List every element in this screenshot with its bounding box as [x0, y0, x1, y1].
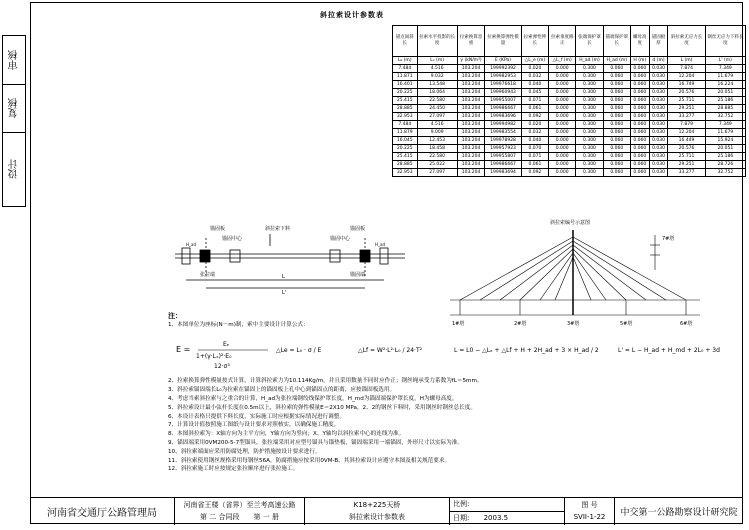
table-cell: 13.548	[417, 81, 457, 89]
table-cell: 0.060	[603, 137, 630, 145]
table-cell: 199976618	[485, 81, 521, 89]
anchor-end-label: 锚固端	[350, 272, 366, 278]
table-cell: 0.061	[521, 105, 548, 113]
anchorage-detail-drawing	[170, 218, 410, 298]
table-cell: 0.060	[603, 89, 630, 97]
table-cell: 0.070	[521, 145, 548, 153]
column-header: E (KPa)	[485, 57, 521, 65]
side-label-review: 审核	[8, 50, 20, 70]
table-cell: 0.060	[630, 113, 649, 121]
table-cell: 199955007	[485, 97, 521, 105]
table-cell: 0.060	[603, 65, 630, 73]
table-cell: 199986667	[485, 105, 521, 113]
table-cell: 0.300	[576, 161, 603, 169]
table-cell: 0.300	[576, 169, 603, 177]
column-header: L₀ (m)	[393, 57, 418, 65]
table-row	[393, 89, 746, 97]
date-label: 日期:	[453, 514, 470, 522]
column-header: 拉索弹性伸长	[521, 26, 548, 57]
note-item: 9、锚固端采用0VM200-5-7型锚具，张拉端采用对应型号锚具与锚垫板，锚固端采用一端锚固，外形尺寸以实际为准。	[168, 439, 463, 446]
table-cell: 0.000	[549, 161, 576, 169]
table-cell: 199978928	[485, 137, 521, 145]
table-cell: 103.204	[457, 121, 485, 129]
table-cell: 0.060	[630, 145, 649, 153]
note-item: 3、斜拉索锚固端长L₀为拉索在锚固上的锚固板上孔中心到锚固点的距离，应按锚固板选用。	[168, 387, 396, 394]
length-l-label: L	[282, 274, 285, 280]
table-cell: 0.030	[649, 121, 668, 129]
column-header: 斜拉索无应力长 度	[668, 26, 705, 57]
table-row	[393, 65, 746, 73]
table-cell: 4.516	[417, 121, 457, 129]
table-cell: 22.580	[417, 153, 457, 161]
side-label-design: 设计	[8, 159, 20, 179]
table-cell: 0.092	[521, 169, 548, 177]
table-cell: 199983554	[485, 129, 521, 137]
table-cell: 7.349	[705, 121, 745, 129]
length-lprime-label: L'	[282, 290, 287, 296]
table-cell: 0.000	[549, 65, 576, 73]
table-cell: 20.576	[668, 89, 705, 97]
table-cell: 0.060	[630, 105, 649, 113]
formula-numerator: Eₑ	[223, 340, 230, 348]
table-cell: 0.060	[630, 121, 649, 129]
note-item: 7、计算设计值按照施工图纸与设计要求对照核实，以确保施工精度。	[168, 422, 340, 429]
table-cell: 0.071	[521, 97, 548, 105]
column-header: 拉索换算容重	[457, 26, 485, 57]
table-cell: 103.204	[457, 81, 485, 89]
parameter-table	[392, 25, 746, 177]
column-header: △L_f (m)	[549, 57, 576, 65]
table-cell: 103.204	[457, 153, 485, 161]
scale-label: 比例:	[453, 500, 470, 508]
table-cell: 0.030	[649, 161, 668, 169]
formula-elastic-elongation: △Le = L₀ · σ / E	[276, 346, 322, 354]
table-cell: 199994982	[485, 121, 521, 129]
note-item: 8、本图斜拉索为：X轴方向为主平方向，Y轴方向为竖向；X、Y轴均以斜拉索中心的连线为准。	[168, 431, 405, 438]
table-cell: 103.204	[457, 129, 485, 137]
table-cell: 0.060	[603, 121, 630, 129]
sheet-label: 图 号	[581, 501, 598, 509]
table-cell: 22.580	[417, 97, 457, 105]
table-cell: 103.204	[457, 169, 485, 177]
formula-block	[168, 330, 728, 374]
table-cell: 33.277	[668, 169, 705, 177]
table-cell: 9.032	[417, 73, 457, 81]
table-cell: 0.000	[549, 153, 576, 161]
table-cell: 199960943	[485, 89, 521, 97]
table-cell: 0.300	[576, 65, 603, 73]
table-cell: 27.097	[417, 169, 457, 177]
table-cell: 199992392	[485, 65, 521, 73]
column-header: H_ad (m)	[603, 57, 630, 65]
table-cell: 16.401	[393, 81, 418, 89]
note-item: 10、斜拉索端面应采用防腐处理，防护措施按设计要求进行。	[168, 448, 321, 455]
table-cell: 0.030	[649, 137, 668, 145]
table-cell: 33.277	[668, 113, 705, 121]
table-cell: 199982953	[485, 73, 521, 81]
table-cell: 0.030	[649, 81, 668, 89]
project-line-2: 第 二 合同段 第 一 册	[200, 513, 279, 521]
table-cell: 0.030	[649, 153, 668, 161]
table-cell: 0.060	[630, 169, 649, 177]
column-header: △L_e (m)	[521, 57, 548, 65]
table-cell: 0.000	[549, 105, 576, 113]
column-header: d (m)	[649, 57, 668, 65]
formula-denominator2: 12·σ³	[214, 362, 230, 370]
table-cell: 20.576	[668, 145, 705, 153]
guard-left-label: H_ad	[186, 242, 196, 247]
table-cell: 0.060	[630, 153, 649, 161]
tower-1-label: 1#塔	[452, 321, 465, 327]
table-cell: 25.186	[705, 97, 745, 105]
tower-5-label: 5#塔	[620, 321, 633, 327]
column-header: γ (kN/m³)	[457, 57, 485, 65]
table-cell: 0.060	[630, 89, 649, 97]
table-cell: 32.752	[705, 113, 745, 121]
anchor-plate-label-right: 锚固板	[350, 226, 366, 232]
table-cell: 7.484	[393, 121, 418, 129]
table-cell: 28.885	[393, 161, 418, 169]
table-cell: 32.752	[705, 169, 745, 177]
table-cell: 0.000	[549, 113, 576, 121]
table-row	[393, 129, 746, 137]
table-cell: 28.726	[705, 161, 745, 169]
table-cell: 0.300	[576, 153, 603, 161]
column-header: L (m)	[668, 57, 705, 65]
note-item: 6、本设计表格只提供下料长度，实际施工时应根据实际情况进行调整。	[168, 413, 345, 420]
notes-heading: 注：	[168, 312, 182, 320]
column-header: L' (m)	[705, 57, 745, 65]
table-cell: 0.060	[630, 161, 649, 169]
table-cell: 0.030	[649, 129, 668, 137]
table-cell: 0.071	[521, 153, 548, 161]
table-cell: 103.204	[457, 113, 485, 121]
tower-6-label: 6#塔	[680, 321, 693, 327]
table-cell: 20.051	[705, 145, 745, 153]
drawing-line-1: K18+225天桥	[353, 501, 401, 509]
formula-denominator: 1+(γ·Lₓ)²·E₀	[196, 352, 232, 360]
tower-3-label: 3#塔	[567, 321, 580, 327]
table-cell: 0.300	[576, 73, 603, 81]
table-cell: 0.030	[649, 113, 668, 121]
table-cell: 0.045	[521, 89, 548, 97]
formula-sag-correction: △Lf = W²·L²·L₀ / 24·T²	[358, 346, 423, 354]
table-cell: 25.415	[393, 97, 418, 105]
header-row	[393, 26, 746, 57]
table-cell: 0.000	[549, 89, 576, 97]
table-cell: 18.458	[417, 145, 457, 153]
table-cell: 0.060	[603, 97, 630, 105]
tower-7-label: 7#塔	[662, 236, 675, 242]
table-cell: 103.204	[457, 97, 485, 105]
table-cell: 199986667	[485, 161, 521, 169]
note-item: 1、本图单位为座标(N－m)制，索中主要设计计算公式：	[168, 321, 309, 328]
anchor-center-label-right: 锚固中心	[330, 236, 351, 242]
table-cell: 0.060	[630, 81, 649, 89]
table-cell: 0.030	[649, 89, 668, 97]
table-cell: 20.225	[393, 145, 418, 153]
table-cell: 12.204	[668, 73, 705, 81]
table-cell: 0.061	[521, 161, 548, 169]
table-cell: 0.060	[603, 73, 630, 81]
table-cell: 0.060	[603, 129, 630, 137]
table-cell: 28.885	[393, 105, 418, 113]
table-cell: 0.030	[649, 65, 668, 73]
table-cell: 103.204	[457, 137, 485, 145]
table-cell: 25.186	[705, 153, 745, 161]
cable-cut-label: 斜拉索下料	[265, 226, 291, 232]
table-title: 斜拉索设计参数表	[320, 11, 384, 19]
table-cell: 0.300	[576, 113, 603, 121]
table-cell: 0.000	[549, 97, 576, 105]
formula-cut-length: L' = L − H_ad + H_md + 2L₀ + 3d	[618, 346, 720, 354]
table-cell: 9.009	[417, 129, 457, 137]
table-cell: 103.204	[457, 89, 485, 97]
table-cell: 25.711	[668, 153, 705, 161]
table-cell: 12.453	[417, 137, 457, 145]
notes-section	[168, 312, 728, 474]
formula-length: L = L0 − △Lₑ + △Lf + H + 2H_ad + 3 × H_ad / 2	[454, 346, 599, 354]
table-cell: 25.022	[417, 161, 457, 169]
table-cell: 0.000	[549, 145, 576, 153]
note-item: 5、斜拉索设计最小弦杆长度在0.5m以上，斜拉索的弹性模量E＝2X10 MPa，2、2的钢丝下料时，采用钢丝时钢丝总长度。	[168, 404, 476, 411]
table-cell: 103.204	[457, 105, 485, 113]
guard-right-label: H_ad	[375, 242, 385, 247]
agency-name: 河南省交通厅公路管理局	[47, 508, 157, 519]
table-cell: 11.871	[393, 73, 418, 81]
table-cell: 0.060	[630, 97, 649, 105]
column-header: H_ad (m)	[576, 57, 603, 65]
table-cell: 24.450	[417, 105, 457, 113]
table-cell: 16.224	[705, 81, 745, 89]
project-line-1: 河南省王楼（省界）至兰考高速公路	[183, 501, 296, 509]
table-cell: 0.060	[630, 137, 649, 145]
table-cell: 0.300	[576, 105, 603, 113]
table-cell: 0.060	[630, 73, 649, 81]
table-cell: 4.516	[417, 65, 457, 73]
table-cell: 0.030	[649, 97, 668, 105]
table-cell: 16.449	[668, 137, 705, 145]
table-row	[393, 153, 746, 161]
table-row	[393, 121, 746, 129]
table-cell: 29.251	[668, 105, 705, 113]
table-cell: 0.060	[603, 113, 630, 121]
table-cell: 103.204	[457, 161, 485, 169]
table-cell: 20.225	[393, 89, 418, 97]
column-header: 张端保护罩长	[576, 26, 603, 57]
table-cell: 11.679	[705, 73, 745, 81]
table-cell: 0.032	[521, 129, 548, 137]
table-cell: 0.030	[649, 169, 668, 177]
table-cell: 32.953	[393, 169, 418, 177]
table-cell: 0.060	[603, 145, 630, 153]
column-header: Lₓ (m)	[417, 57, 457, 65]
approval-strip	[2, 35, 26, 207]
table-cell: 0.030	[649, 145, 668, 153]
table-cell: 199983694	[485, 169, 521, 177]
table-cell: 103.204	[457, 145, 485, 153]
anchor-center-label-left: 锚固中心	[222, 236, 243, 242]
table-cell: 25.415	[393, 153, 418, 161]
table-cell: 103.204	[457, 65, 485, 73]
title-block	[30, 497, 743, 525]
note-item: 12、斜拉索施工时应按规定张拉顺序进行张拉施工。	[168, 466, 299, 473]
table-row	[393, 81, 746, 89]
table-cell: 0.032	[521, 73, 548, 81]
table-cell: 32.953	[393, 113, 418, 121]
table-cell: 0.000	[549, 73, 576, 81]
table-cell: 25.711	[668, 97, 705, 105]
note-item: 11、斜拉索使用钢丝规格采用每钢丝56A，防腐措施应按采用0VM-B，其斜拉索设计应遵守本图及相关规范要求。	[168, 457, 451, 464]
table-cell: 0.000	[549, 169, 576, 177]
table-row	[393, 97, 746, 105]
table-cell: 29.251	[668, 161, 705, 169]
table-cell: 0.060	[603, 105, 630, 113]
table-cell: 0.060	[603, 169, 630, 177]
table-cell: 7.874	[668, 65, 705, 73]
layout-title: 斜拉索编号示意图	[550, 220, 591, 226]
column-header: 拉索换算弹性模量	[485, 26, 521, 57]
table-row	[393, 169, 746, 177]
table-cell: 0.030	[649, 73, 668, 81]
side-label-recheck: 复核	[8, 98, 20, 118]
column-header: 锚固板厚	[649, 26, 668, 57]
tower-2-label: 2#塔	[514, 321, 527, 327]
note-item: 2、拉索换算弹性模量按式计算，计算斜拉索力为10.114Kg/m，并且采用数量不同时应作正；钢丝绳承受力系数为fL＝5mm。	[168, 378, 483, 385]
table-cell: 7.349	[705, 65, 745, 73]
formula-label: E =	[176, 344, 191, 354]
table-cell: 16.749	[668, 81, 705, 89]
table-cell: 0.300	[576, 89, 603, 97]
table-cell: 18.064	[417, 89, 457, 97]
table-cell: 0.060	[630, 65, 649, 73]
column-header: 拉索水平投影的长度	[417, 26, 457, 57]
table-cell: 199957923	[485, 145, 521, 153]
column-header: 锚点间斜 长	[393, 26, 418, 57]
table-cell: 7.484	[393, 65, 418, 73]
table-cell: 0.020	[521, 121, 548, 129]
column-header: 钢丝无应力下料长度	[705, 26, 745, 57]
table-cell: 199955807	[485, 153, 521, 161]
table-row	[393, 105, 746, 113]
table-cell: 0.000	[549, 129, 576, 137]
anchor-plate-label-left: 锚固板	[210, 226, 226, 232]
table-row	[393, 113, 746, 121]
table-cell: 28.885	[705, 105, 745, 113]
table-cell: 0.000	[549, 137, 576, 145]
table-cell: 16.045	[393, 137, 418, 145]
table-row	[393, 73, 746, 81]
table-cell: 0.300	[576, 137, 603, 145]
drawing-line-2: 斜拉索设计参数表	[349, 513, 405, 521]
tension-end-label: 张拉端	[200, 272, 216, 278]
table-cell: 0.300	[576, 97, 603, 105]
table-cell: 7.879	[668, 121, 705, 129]
table-cell: 0.060	[630, 129, 649, 137]
table-cell: 103.204	[457, 73, 485, 81]
table-cell: 0.300	[576, 145, 603, 153]
table-cell: 0.040	[521, 81, 548, 89]
table-row	[393, 137, 746, 145]
table-cell: 0.020	[521, 65, 548, 73]
table-cell: 11.879	[393, 129, 418, 137]
table-cell: 0.030	[649, 105, 668, 113]
table-cell: 27.097	[417, 113, 457, 121]
header-row	[393, 57, 746, 65]
table-cell: 0.060	[603, 153, 630, 161]
date-value: 2003.5	[483, 514, 509, 522]
table-cell: 0.060	[603, 81, 630, 89]
column-header: 螺母高度	[630, 26, 649, 57]
table-cell: 20.051	[705, 89, 745, 97]
table-cell: 0.300	[576, 81, 603, 89]
sheet-number: SVII-1-22	[573, 513, 606, 521]
table-cell: 12.204	[668, 129, 705, 137]
table-cell: 0.000	[549, 81, 576, 89]
column-header: 拉索垂度修正	[549, 26, 576, 57]
table-cell: 11.679	[705, 129, 745, 137]
table-cell: 0.300	[576, 121, 603, 129]
table-row	[393, 161, 746, 169]
column-header: H (m)	[630, 57, 649, 65]
institute-name: 中交第一公路勘察设计研究院	[620, 508, 738, 518]
table-cell: 0.040	[521, 137, 548, 145]
table-cell: 199983696	[485, 113, 521, 121]
table-cell: 0.300	[576, 129, 603, 137]
column-header: 锚端保护罩长	[603, 26, 630, 57]
table-cell: 0.092	[521, 113, 548, 121]
table-row	[393, 145, 746, 153]
note-item: 4、考虑当索斜拉索与之重合的计算，H_ad为张拉端钢绞线保护罩长度，H_md为锚固端保护罩长度，H为螺母高度。	[168, 395, 458, 402]
table-cell: 15.924	[705, 137, 745, 145]
table-cell: 0.000	[549, 121, 576, 129]
table-cell: 0.060	[603, 161, 630, 169]
